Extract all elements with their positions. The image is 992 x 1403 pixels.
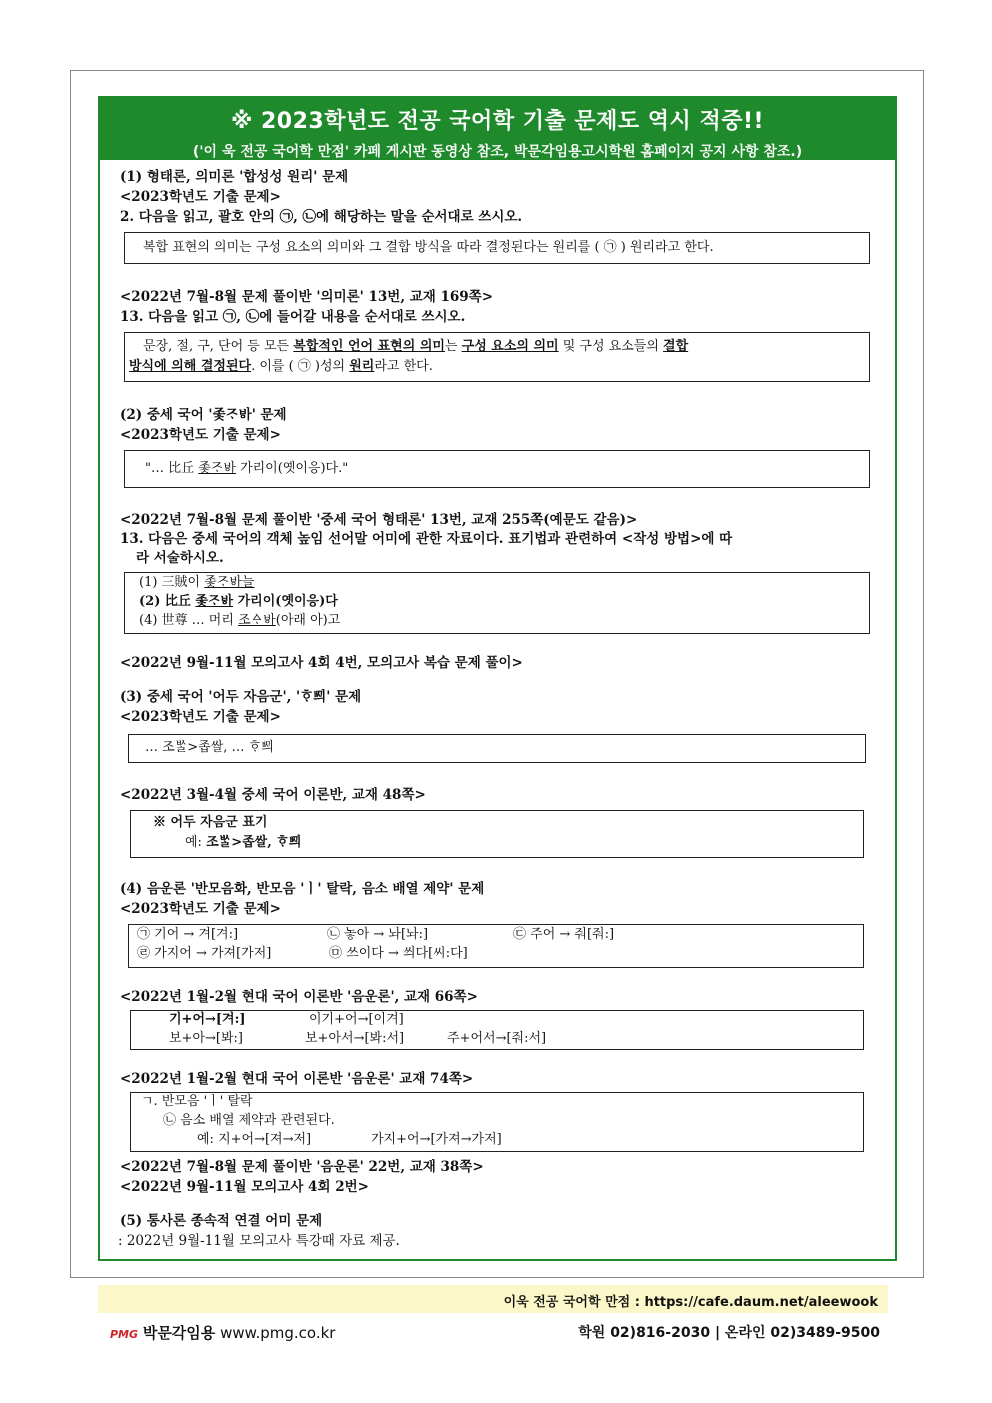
s4-ref2: <2022년 1월-2월 현대 국어 이론반 '음운론' 교재 74쪽> <box>120 1071 474 1087</box>
s4-note-2: ㉡ 음소 배열 제약과 관련된다. <box>163 1113 335 1128</box>
s1-question: 2. 다음을 읽고, 괄호 안의 ㉠, ㉡에 해당하는 말을 순서대로 쓰시오. <box>120 209 523 225</box>
s1-question2: 13. 다음을 읽고 ㉠, ㉡에 들어갈 내용을 순서대로 쓰시오. <box>120 309 466 325</box>
brand-logo <box>110 1322 335 1343</box>
s2-heading: (2) 중세 국어 '좇ᄌᆞᄫᅡ' 문제 <box>120 407 287 423</box>
s4-ex-2: 이기+어→[이겨] <box>309 1012 404 1027</box>
s4-note-3a: 예: 지+어→[져→저] <box>197 1132 312 1147</box>
s2-example-box <box>124 572 870 634</box>
s3-heading: (3) 중세 국어 '어두 자음군', 'ᄒᆞᄢᅴ' 문제 <box>120 689 362 705</box>
s1-heading: (1) 형태론, 의미론 '합성성 원리' 문제 <box>120 169 349 185</box>
s1-box <box>124 232 870 264</box>
s1-box2-line2: 방식에 의해 결정된다. 이를 ( ㉠ )성의 원리라고 한다. <box>129 359 433 374</box>
s4-item-1: ㉠ 기어 → 겨[겨:] <box>137 927 239 942</box>
s4-item-3: ㉢ 주어 → 줘[줘:] <box>513 927 615 942</box>
s1-box2 <box>124 332 870 382</box>
s4-ex-3: 보+아→[봐:] <box>169 1031 243 1046</box>
s1-ref: <2022년 7월-8월 문제 풀이반 '의미론' 13번, 교재 169쪽> <box>120 289 494 305</box>
s4-heading: (4) 음운론 '반모음화, 반모음 'ㅣ' 탈락, 음소 배열 제약' 문제 <box>120 881 485 897</box>
s4-ex-4: 보+아서→[봐:서] <box>305 1031 405 1046</box>
s4-ref3: <2022년 7월-8월 문제 풀이반 '음운론' 22번, 교재 38쪽> <box>120 1159 484 1175</box>
banner-subtitle: ('이 욱 전공 국어학 만점' 카페 게시판 동영상 참조, 박문각임용고시학원 홈페이지 공지 사항 참조.) <box>192 144 803 160</box>
s4-ref4: <2022년 9월-11월 모의고사 4회 2번> <box>120 1179 369 1195</box>
s5-heading: (5) 통사론 종속적 연결 어미 문제 <box>120 1213 323 1229</box>
s4-ref1: <2022년 1월-2월 현대 국어 이론반 '음운론', 교재 66쪽> <box>120 989 478 1005</box>
s1-box2-line1: 문장, 절, 구, 단어 등 모든 복합적인 언어 표현의 의미는 구성 요소의 의미 및 구성 요소들의 결합 <box>143 339 689 354</box>
s2-tag: <2023학년도 기출 문제> <box>120 427 281 443</box>
s4-box3 <box>130 1092 864 1152</box>
s4-box2 <box>130 1010 864 1050</box>
s3-note-title: ※ 어두 자음군 표기 <box>153 815 268 830</box>
brand-url[interactable]: www.pmg.co.kr <box>220 1324 336 1342</box>
s2-example-3: (4) 世尊 … 머리 조ᅀᆞᄫᅡ(아래 아)고 <box>139 613 341 628</box>
s4-note-3b: 가지+어→[가져→가저] <box>371 1132 502 1147</box>
s4-item-4: ㉣ 가지어 → 가져[가저] <box>137 946 272 961</box>
s4-ex-5: 주+어서→[줘:서] <box>447 1031 547 1046</box>
s4-item-5: ㉤ 쓰이다 → 씌다[씨:다] <box>329 946 468 961</box>
cafe-bar <box>98 1285 888 1313</box>
s2-question-1: 13. 다음은 중세 국어의 객체 높임 선어말 어미에 관한 자료이다. 표기법과 관련하여 <작성 방법>에 따 <box>120 531 733 547</box>
brand-name: 박문각임용 <box>142 1324 216 1342</box>
banner <box>100 98 895 160</box>
s3-ref: <2022년 3월-4월 중세 국어 이론반, 교재 48쪽> <box>120 787 426 803</box>
pmg-logo-icon: PMG <box>110 1328 139 1341</box>
s4-ex-1: 기+어→[겨:] <box>169 1012 246 1027</box>
s3-box <box>128 734 866 763</box>
s3-tag: <2023학년도 기출 문제> <box>120 709 281 725</box>
contact-info: 학원 02)816-2030 | 온라인 02)3489-9500 <box>578 1325 880 1341</box>
s2-question-2: 라 서술하시오. <box>136 550 224 566</box>
s2-ref: <2022년 7월-8월 문제 풀이반 '중세 국어 형태론' 13번, 교재 255쪽(예문도 같음)> <box>120 512 638 528</box>
banner-title: ※ 2023학년도 전공 국어학 기출 문제도 역시 적중!! <box>230 109 765 134</box>
s2-box <box>124 450 870 488</box>
s4-tag: <2023학년도 기출 문제> <box>120 901 281 917</box>
s1-box-text: 복합 표현의 의미는 구성 요소의 의미와 그 결합 방식을 따라 결정된다는 원리를 ( ㉠ ) 원리라고 한다. <box>143 240 714 255</box>
s4-box <box>128 924 864 968</box>
s2-example-1: (1) 三賊이 좇ᄌᆞᄫᅡ늘 <box>139 575 255 590</box>
s2-box-text: "… 比丘 좇ᄌᆞᄫᅡ 가리이(옛이응)다." <box>145 461 349 476</box>
s3-note-example: 예: 조ᄡᆞᆯ>좁쌀, ᄒᆞᄢᅴ <box>185 835 302 850</box>
s2-ref2: <2022년 9월-11월 모의고사 4회 4번, 모의고사 복습 문제 풀이> <box>120 655 523 671</box>
s4-note-1: ㄱ. 반모음 'ㅣ' 탈락 <box>141 1094 253 1109</box>
s5-line: : 2022년 9월-11월 모의고사 특강때 자료 제공. <box>118 1233 400 1249</box>
cafe-link[interactable]: 이욱 전공 국어학 만점 : https://cafe.daum.net/aleewook <box>503 1295 878 1310</box>
s1-tag: <2023학년도 기출 문제> <box>120 189 281 205</box>
content-panel <box>98 96 897 1261</box>
s4-item-2: ㉡ 놓아 → 놔[놔:] <box>327 927 429 942</box>
s3-note-box <box>130 810 864 858</box>
s3-box-text: … 조ᄡᆞᆯ>좁쌀, … ᄒᆞᄢᅴ <box>145 740 274 755</box>
s2-example-2: (2) 比丘 좇ᄌᆞᄫᅡ 가리이(옛이응)다 <box>139 594 338 609</box>
